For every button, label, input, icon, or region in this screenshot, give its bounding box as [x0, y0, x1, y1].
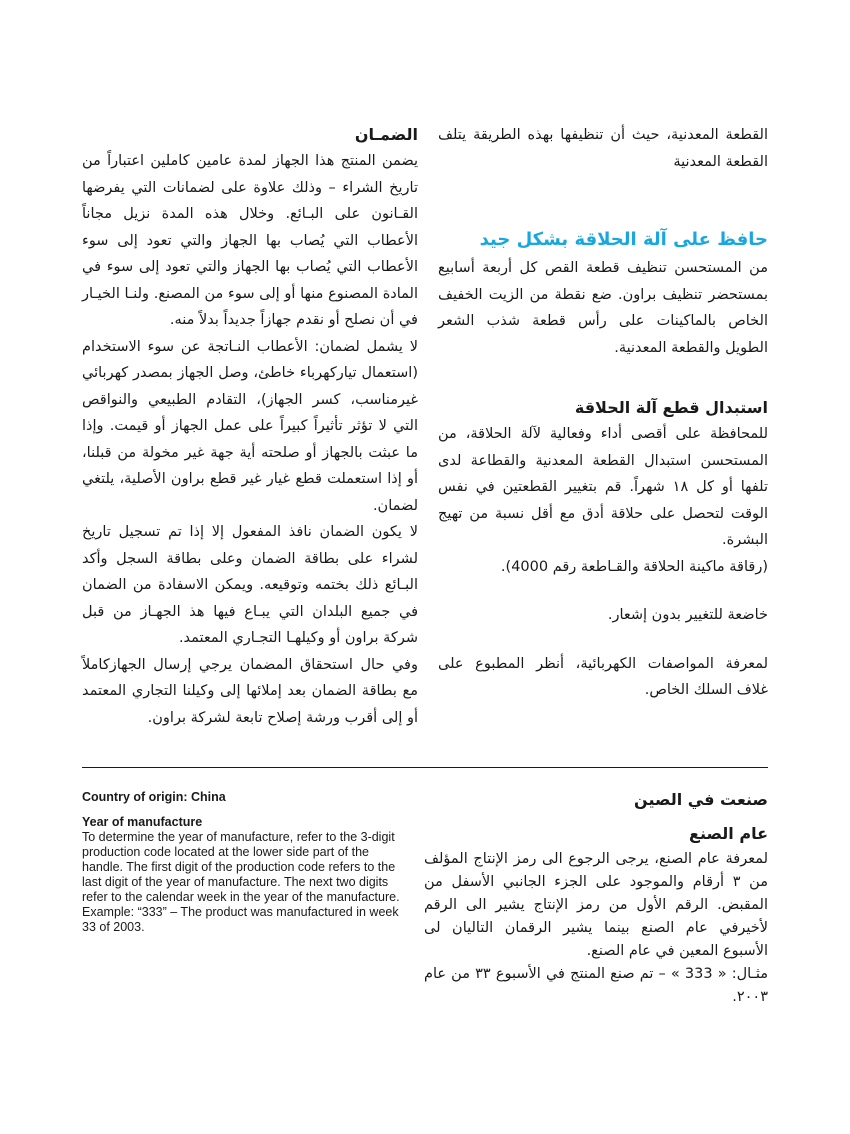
replacement-part: (رقاقة ماكينة الحلاقة والقـاطعة رقم 4000).	[500, 558, 768, 575]
care-column	[438, 122, 768, 704]
warranty-section	[82, 122, 418, 731]
warranty-title: الضمـان	[354, 125, 418, 144]
manufacture-example-ar: مثـال: « 333 » – تم صنع المنتج في الأسبوع ٣٣ من عام ٢٠٠٣.	[424, 966, 768, 1005]
manufacture-example-en: Example: “333” – The product was manufactured in week 33 of 2003.	[82, 905, 399, 934]
warranty-claim: وفي حال استحقاق المضمان يرجي إرسال الجهازكاملاً مع بطاقة الضمان بعد إملائها إلى وكيلنا التجاري المعتمد أو إلى أقرب ورشة إصلاح تابعة لشركة براون.	[82, 656, 418, 726]
replacement-text: للمحافظة على أقصى أداء وفعالية لآلة الحلاقة، من المستحسن استبدال القطعة المعدنية والقطاعة لدى تلفها أو كل ١٨ شهراً. قم بتغيير القطعتين في نفس الوقت لتحصل على حلاقة أدق مع أقل نسبة من تهيج البشرة.	[438, 426, 768, 548]
section-divider	[82, 767, 768, 768]
electrical-text: لمعرفة المواصفات الكهربائية، أنظر المطبوع على غلاف السلك الخاص.	[438, 655, 768, 698]
manufacture-year-title-ar: عام الصنع	[689, 824, 768, 843]
manufacture-year-text-en: To determine the year of manufacture, refer to the 3-digit production code located at the lower side part of the handle. The first digit of the production code refers to the last digit of the year of manufacture. The next two digits refer to the calendar week in the year of the manufacture.	[82, 830, 400, 904]
replacement-title: استبدال قطع آلة الحلاقة	[574, 398, 768, 417]
warranty-exclusions: لا يشمل لضمان: الأعطاب النـاتجة عن سوء الاستخدام (استعمال تياركهرباء خاطئ، وصل الجهاز بمصدر كهربائي غيرمناسب، كسر الجهاز)، التقادم الطبيعي والنواقص التي لا تؤثر تأثيراً كبيراً على عمل الجهاز أو قيمت. وإذا ما عبثت بالجهاز أو صلحته أية جهة غير مخولة من قبلنا، أو إذا استعملت قطع غيار غير قطع براون الأصلية، يلتغي لضمان.	[82, 338, 418, 514]
origin-country-ar: صنعت في الصين	[634, 790, 768, 809]
origin-country-en: Country of origin: China	[82, 790, 226, 804]
origin-arabic	[424, 786, 768, 1009]
warranty-text: يضمن المنتج هذا الجهاز لمدة عامين كاملين اعتباراً من تاريخ الشراء – وذلك علاوة على لضمانات التي يفرضها القـانون على البـائع. وخلال هذه المدة نزيل مجاناً الأعطاب التي يُصاب بها الجهاز والتي تعود إلى سوء الأعطاب التي يُصاب بها الجهاز والتي تعود إلى سوء في المادة المصنوع منها أو إلى سوء من المصنع. ولنـا الخيـار في أن نصلح أو نقدم جهازاً جديداً بدلاً منه.	[82, 153, 418, 328]
origin-english	[82, 790, 400, 935]
manufacture-year-title-en: Year of manufacture	[82, 815, 203, 829]
care-text: من المستحسن تنظيف قطعة القص كل أربعة أسابيع بمستحضر تنظيف براون. ضع نقطة من الزيت الخفيف الخاص بالماكينات على رأس قطعة شذب الشعر الطويل والقطعة المعدنية.	[438, 260, 768, 356]
cleaning-text: القطعة المعدنية، حيث أن تنظيفها بهذه الطريقة يتلف القطعة المعدنية	[438, 127, 768, 170]
care-title: حافظ على آلة الحلاقة بشكل جيد	[479, 229, 768, 250]
manufacture-year-text-ar: لمعرفة عام الصنع، يرجى الرجوع الى رمز الإنتاج المؤلف من ٣ أرقام والموجود على الجزء الجانبي الأسفل من المقبض. الرقم الأول من رمز الإنتاج يشير الى الرقم لأخيرفي عام الصنع بينما يشير الرقمان التاليان لى الأسبوع المعين في عام الصنع.	[424, 851, 768, 959]
warranty-validity: لا يكون الضمان نافذ المفعول إلا إذا تم تسجيل تاريخ لشراء على بطاقة الضمان وعلى بطاقة السجل وأكد البـائع ذلك بختمه وتوقيعه. ويمكن الاسفادة من الضمان في جميع البلدان التي يبـاع فيها هذ الجهـاز من قبل شركة براون أو وكيلهـا التجـاري المعتمد.	[82, 524, 418, 646]
notice-text: خاضعة للتغيير بدون إشعار.	[607, 607, 768, 623]
